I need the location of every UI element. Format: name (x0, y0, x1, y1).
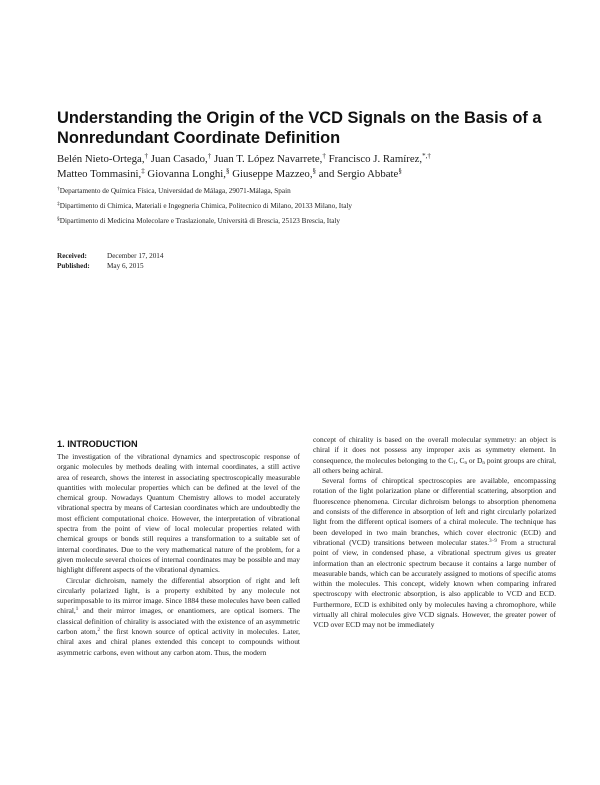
affiliation: ‡Dipartimento di Chimica, Materiali e Ingegneria Chimica, Politecnico di Milano, 20133 Milano, Italy (57, 201, 352, 210)
author: Giovanna Longhi,§ (147, 167, 230, 180)
affiliation: §Dipartimento di Medicina Molecolare e Traslazionale, Università di Brescia, 25123 Brescia, Italy (57, 216, 340, 225)
author: and Sergio Abbate§ (318, 167, 402, 180)
paragraph: The investigation of the vibrational dynamics and spectroscopic response of organic molecules by methods dealing with internal coordinates, a still active area of research, shows the interest in associating spectroscopically measurable quantities with molecular properties which can be defined at the level of the chemical group. Nowadays Quantum Chemistry allows to model accurately vibrational spectra by means of Cartesian coordinates which are undoubtedly the most efficient computational choice. However, the interpretation of vibrational spectra from the point of view of local molecular properties related with chemical groups or bonds still requires a transformation to a suitable set of internal coordinates. Due to the very mathematical nature of the problem, for a given molecule several choices of internal coordinates may be possible and may highlight different aspects of the vibrational dynamics. (57, 452, 300, 575)
title-line-1: Understanding the Origin of the VCD Signals on the Basis of a (57, 109, 542, 127)
paper-title (57, 108, 547, 148)
author: Giuseppe Mazzeo,§ (232, 167, 317, 180)
publication-dates (57, 251, 357, 271)
author: Juan T. López Navarrete,† (213, 152, 326, 165)
paragraph: Several forms of chiroptical spectroscopies are available, encompassing rotation of the light polarization plane or differential scattering, absorption and fluorescence phenomena. Circular dichroism belongs to absorption phenomena and consists of the difference in absorption of left and right circularly polarized light from the different optical isomers of a chiral molecule. The technique has been developed in two main branches, which cover electronic (ECD) and vibrational (VCD) transitions between molecular states.$^{3-9}$ From a structural point of view, in condensed phase, a vibrational spectrum gives us greater information than an electronic spectrum because it contains a large number of measurable bands, which can be accurately assigned to motions of specific atoms within the molecules. This concept, widely known when comparing infrared spectroscopy with electronic absorption, is also applicable to VCD and ECD. Furthermore, ECD is exhibited only by molecules having a chromophore, while virtually all chiral molecules give VCD signals. However, the greater power of VCD over ECD may not be immediately (313, 476, 556, 630)
published-date: Published: May 6, 2015 (57, 262, 144, 270)
section-heading: 1. INTRODUCTION (57, 439, 138, 449)
author-list (57, 152, 547, 182)
author: Belén Nieto-Ortega,† (57, 152, 149, 165)
right-column (313, 435, 556, 631)
author: Juan Casado,† (150, 152, 212, 165)
affiliation: †Departamento de Química Física, Universidad de Málaga, 29071-Málaga, Spain (57, 186, 291, 195)
author: Matteo Tommasini,‡ (57, 167, 145, 180)
author: Francisco J. Ramírez,*,† (328, 152, 431, 165)
received-date: Received: December 17, 2014 (57, 252, 164, 260)
paragraph: concept of chirality is based on the overall molecular symmetry: an object is chiral if it does not possess any improper axis as symmetry element. In consequence, the molecules belonging to the $C_1$, $C_n$ or $D_n$ point groups are chiral, all others being achiral. (313, 435, 556, 475)
title-line-2: Nonredundant Coordinate Definition (57, 129, 341, 147)
left-column (57, 438, 300, 658)
paragraph: Circular dichroism, namely the differential absorption of right and left circularly polarized light, is a property exhibited by any molecule not superimposable to its mirror image. Since 1884 these molecules have been called chiral,$^1$ and their mirror images, or enantiomers, are optical isomers. The classical definition of chirality is associated with the existence of an asymmetric carbon atom,$^2$ the first known source of optical activity in molecules. Later, chiral axes and chiral planes extended this concept to compounds without asymmetric carbons, even without any carbon atom. Thus, the modern (57, 575, 300, 657)
